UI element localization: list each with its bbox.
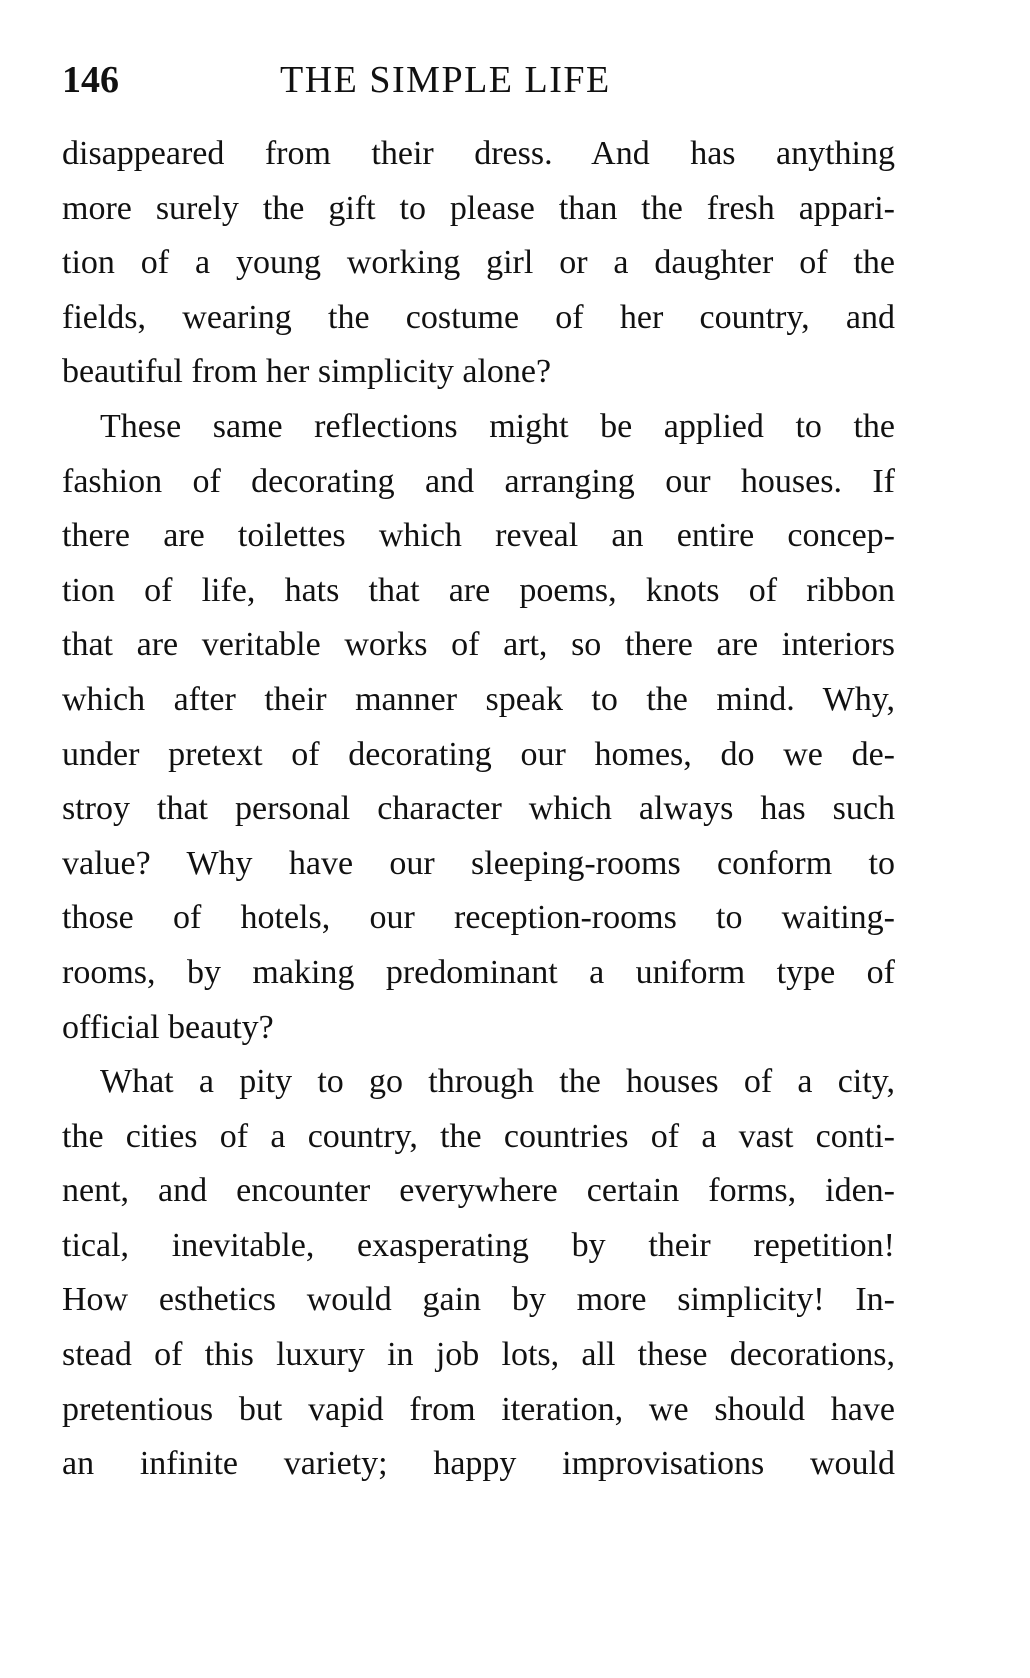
text-line: How esthetics would gain by more simplicity! In- [62, 1281, 895, 1319]
text-line: under pretext of decorating our homes, do we de- [62, 735, 895, 773]
text-line: official beauty? [62, 1008, 274, 1046]
text-line: disappeared from their dress. And has anything [62, 135, 895, 172]
text-line: rooms, by making predominant a uniform type of [62, 953, 895, 991]
text-line: an infinite variety; happy improvisations would [62, 1445, 895, 1483]
text-line: fashion of decorating and arranging our houses. If [62, 462, 895, 500]
text-line: stroy that personal character which always has such [62, 790, 895, 828]
text-line: that are veritable works of art, so there are interiors [62, 626, 895, 664]
text-line: pretentious but vapid from iteration, we should have [62, 1390, 895, 1428]
text-line: stead of this luxury in job lots, all these decorations, [62, 1336, 895, 1374]
text-line: the cities of a country, the countries of a vast conti- [62, 1117, 895, 1155]
page-header [62, 58, 895, 108]
text-line: tion of a young working girl or a daughter of the [62, 244, 895, 282]
text-line: those of hotels, our reception-rooms to waiting- [62, 899, 895, 937]
text-line: there are toilettes which reveal an entire concep- [62, 517, 895, 555]
running-title: THE SIMPLE LIFE [280, 59, 611, 101]
text-line: These same reflections might be applied to the [100, 407, 895, 445]
text-line: fields, wearing the costume of her country, and [62, 298, 895, 336]
text-line: beautiful from her simplicity alone? [62, 353, 552, 391]
text-line: tical, inevitable, exasperating by their repetition! [62, 1226, 895, 1264]
text-line: tion of life, hats that are poems, knots of ribbon [62, 571, 895, 609]
text-line: which after their manner speak to the mind. Why, [62, 680, 895, 718]
text-line: nent, and encounter everywhere certain forms, iden- [62, 1172, 895, 1210]
text-line: more surely the gift to please than the fresh appari- [62, 189, 895, 227]
page-body-text [62, 127, 895, 1492]
text-line: What a pity to go through the houses of a city, [100, 1063, 895, 1101]
text-line: value? Why have our sleeping-rooms conform to [62, 844, 895, 882]
page-number: 146 [62, 59, 119, 101]
